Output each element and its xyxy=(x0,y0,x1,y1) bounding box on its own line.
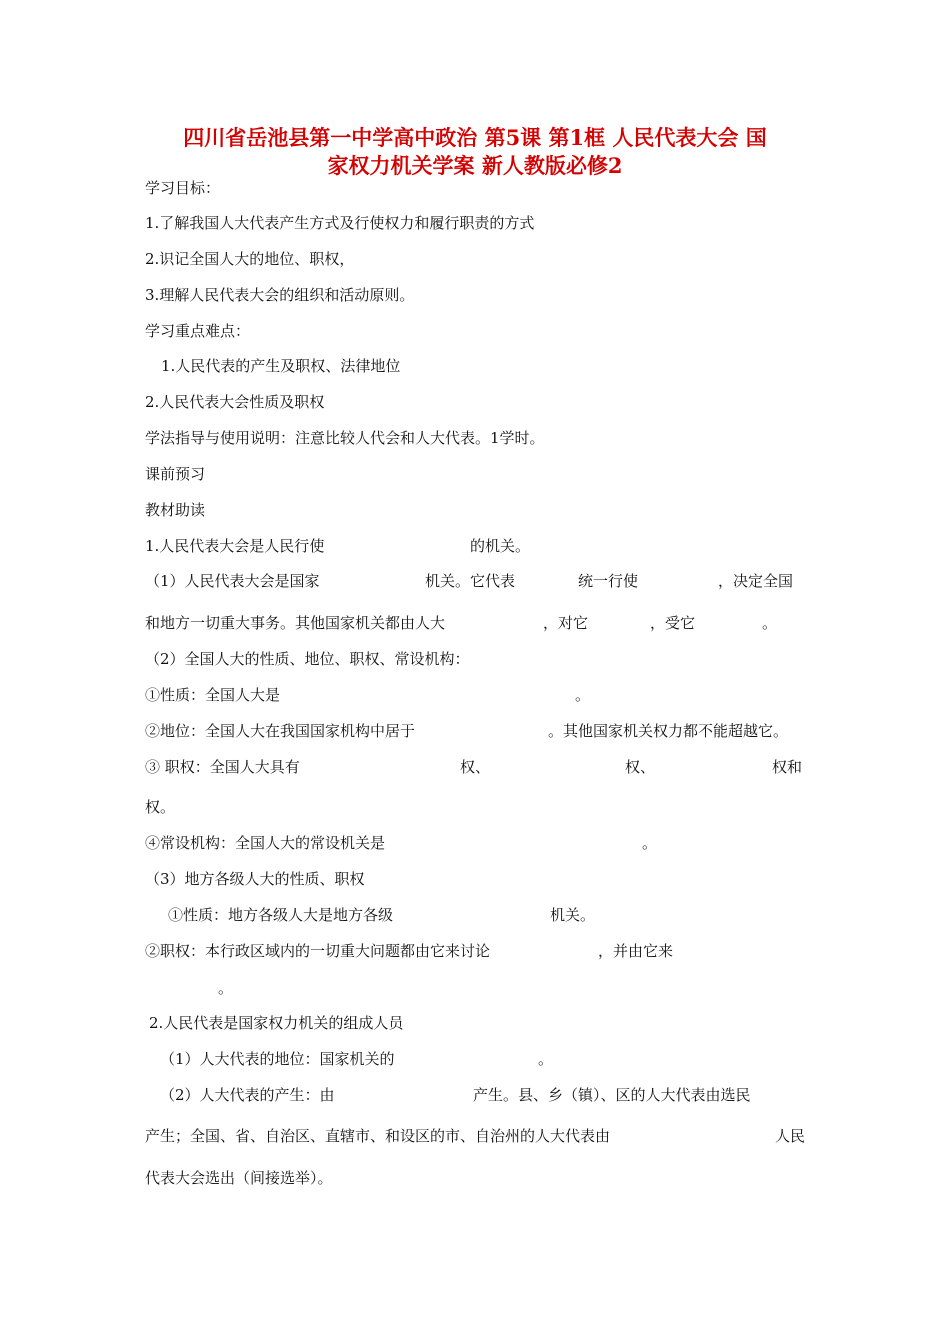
objective-item-2: 2.识记全国人大的地位、职权， xyxy=(145,250,355,268)
local-powers-part-b: ，并由它来 xyxy=(598,942,674,960)
powers-end: 权。 xyxy=(145,798,176,816)
question-2-2-cont-text: 产生；全国、省、自治区、直辖市、和设区的市、自治州的人大代表由 xyxy=(145,1127,611,1145)
study-guide: 学法指导与使用说明：注意比较人代会和人大代表。1学时。 xyxy=(145,429,545,447)
reading-heading: 教材助读 xyxy=(145,501,206,519)
key-point-item-2: 2.人民代表大会性质及职权 xyxy=(145,393,325,411)
document-title-line-1: 四川省岳池县第一中学高中政治 第5课 第1框 人民代表大会 国 xyxy=(183,125,767,150)
question-2-2-cont-end: 人民 xyxy=(775,1127,806,1145)
question-2-1-end: 。 xyxy=(538,1050,554,1068)
question-1-1-cont-c: ，受它 xyxy=(650,614,696,632)
question-2-2-end: 代表大会选出（间接选举）。 xyxy=(145,1169,333,1187)
local-powers-end: 。 xyxy=(218,979,234,997)
powers-text: ③ 职权：全国人大具有 xyxy=(145,758,300,776)
nature-text: ①性质：全国人大是 xyxy=(145,686,281,704)
objectives-heading: 学习目标： xyxy=(145,179,221,197)
question-2-1-text: （1）人大代表的地位：国家机关的 xyxy=(160,1050,395,1068)
local-nature-text: ①性质：地方各级人大是地方各级 xyxy=(168,906,394,924)
standing-end: 。 xyxy=(642,834,658,852)
question-1-1-part-c: 统一行使 xyxy=(578,572,639,590)
document-title-line-2: 家权力机关学案 新人教版必修2 xyxy=(327,153,623,178)
question-1-end: 的机关。 xyxy=(470,537,531,555)
preview-heading: 课前预习 xyxy=(145,465,206,483)
powers-part-c: 权、 xyxy=(625,758,656,776)
question-1-1-cont-a: 和地方一切重大事务。其他国家机关都由人大 xyxy=(145,614,446,632)
question-2: 2.人民代表是国家权力机关的组成人员 xyxy=(149,1014,404,1032)
status-text: ②地位：全国人大在我国国家机构中居于 xyxy=(145,722,416,740)
nature-end: 。 xyxy=(575,686,591,704)
question-2-2-part-b: 产生。县、乡（镇）、区的人大代表由选民 xyxy=(473,1086,751,1104)
status-end: 。其他国家机关权力都不能超越它。 xyxy=(548,722,789,740)
powers-part-d: 权和 xyxy=(772,758,803,776)
question-1-1-part-d: ，决定全国 xyxy=(718,572,794,590)
question-1-1-cont-d: 。 xyxy=(762,614,778,632)
question-1-1-part-a: （1）人民代表大会是国家 xyxy=(145,572,320,590)
standing-text: ④常设机构：全国人大的常设机关是 xyxy=(145,834,386,852)
powers-part-b: 权、 xyxy=(460,758,491,776)
question-1-1-part-b: 机关。它代表 xyxy=(425,572,516,590)
key-points-heading: 学习重点难点： xyxy=(145,322,251,340)
key-point-item-1: 1.人民代表的产生及职权、法律地位 xyxy=(161,357,401,375)
question-2-2-text: （2）人大代表的产生：由 xyxy=(160,1086,335,1104)
local-nature-end: 机关。 xyxy=(550,906,596,924)
objective-item-1: 1.了解我国人大代表产生方式及行使权力和履行职责的方式 xyxy=(145,214,535,232)
local-powers-text: ②职权：本行政区域内的一切重大问题都由它来讨论 xyxy=(145,942,491,960)
question-1-1-cont-b: ，对它 xyxy=(543,614,589,632)
question-1-text: 1.人民代表大会是人民行使 xyxy=(145,537,325,555)
question-1-2: （2）全国人大的性质、地位、职权、常设机构： xyxy=(145,650,470,668)
question-1-3: （3）地方各级人大的性质、职权 xyxy=(145,870,365,888)
objective-item-3: 3.理解人民代表大会的组织和活动原则。 xyxy=(145,286,415,304)
